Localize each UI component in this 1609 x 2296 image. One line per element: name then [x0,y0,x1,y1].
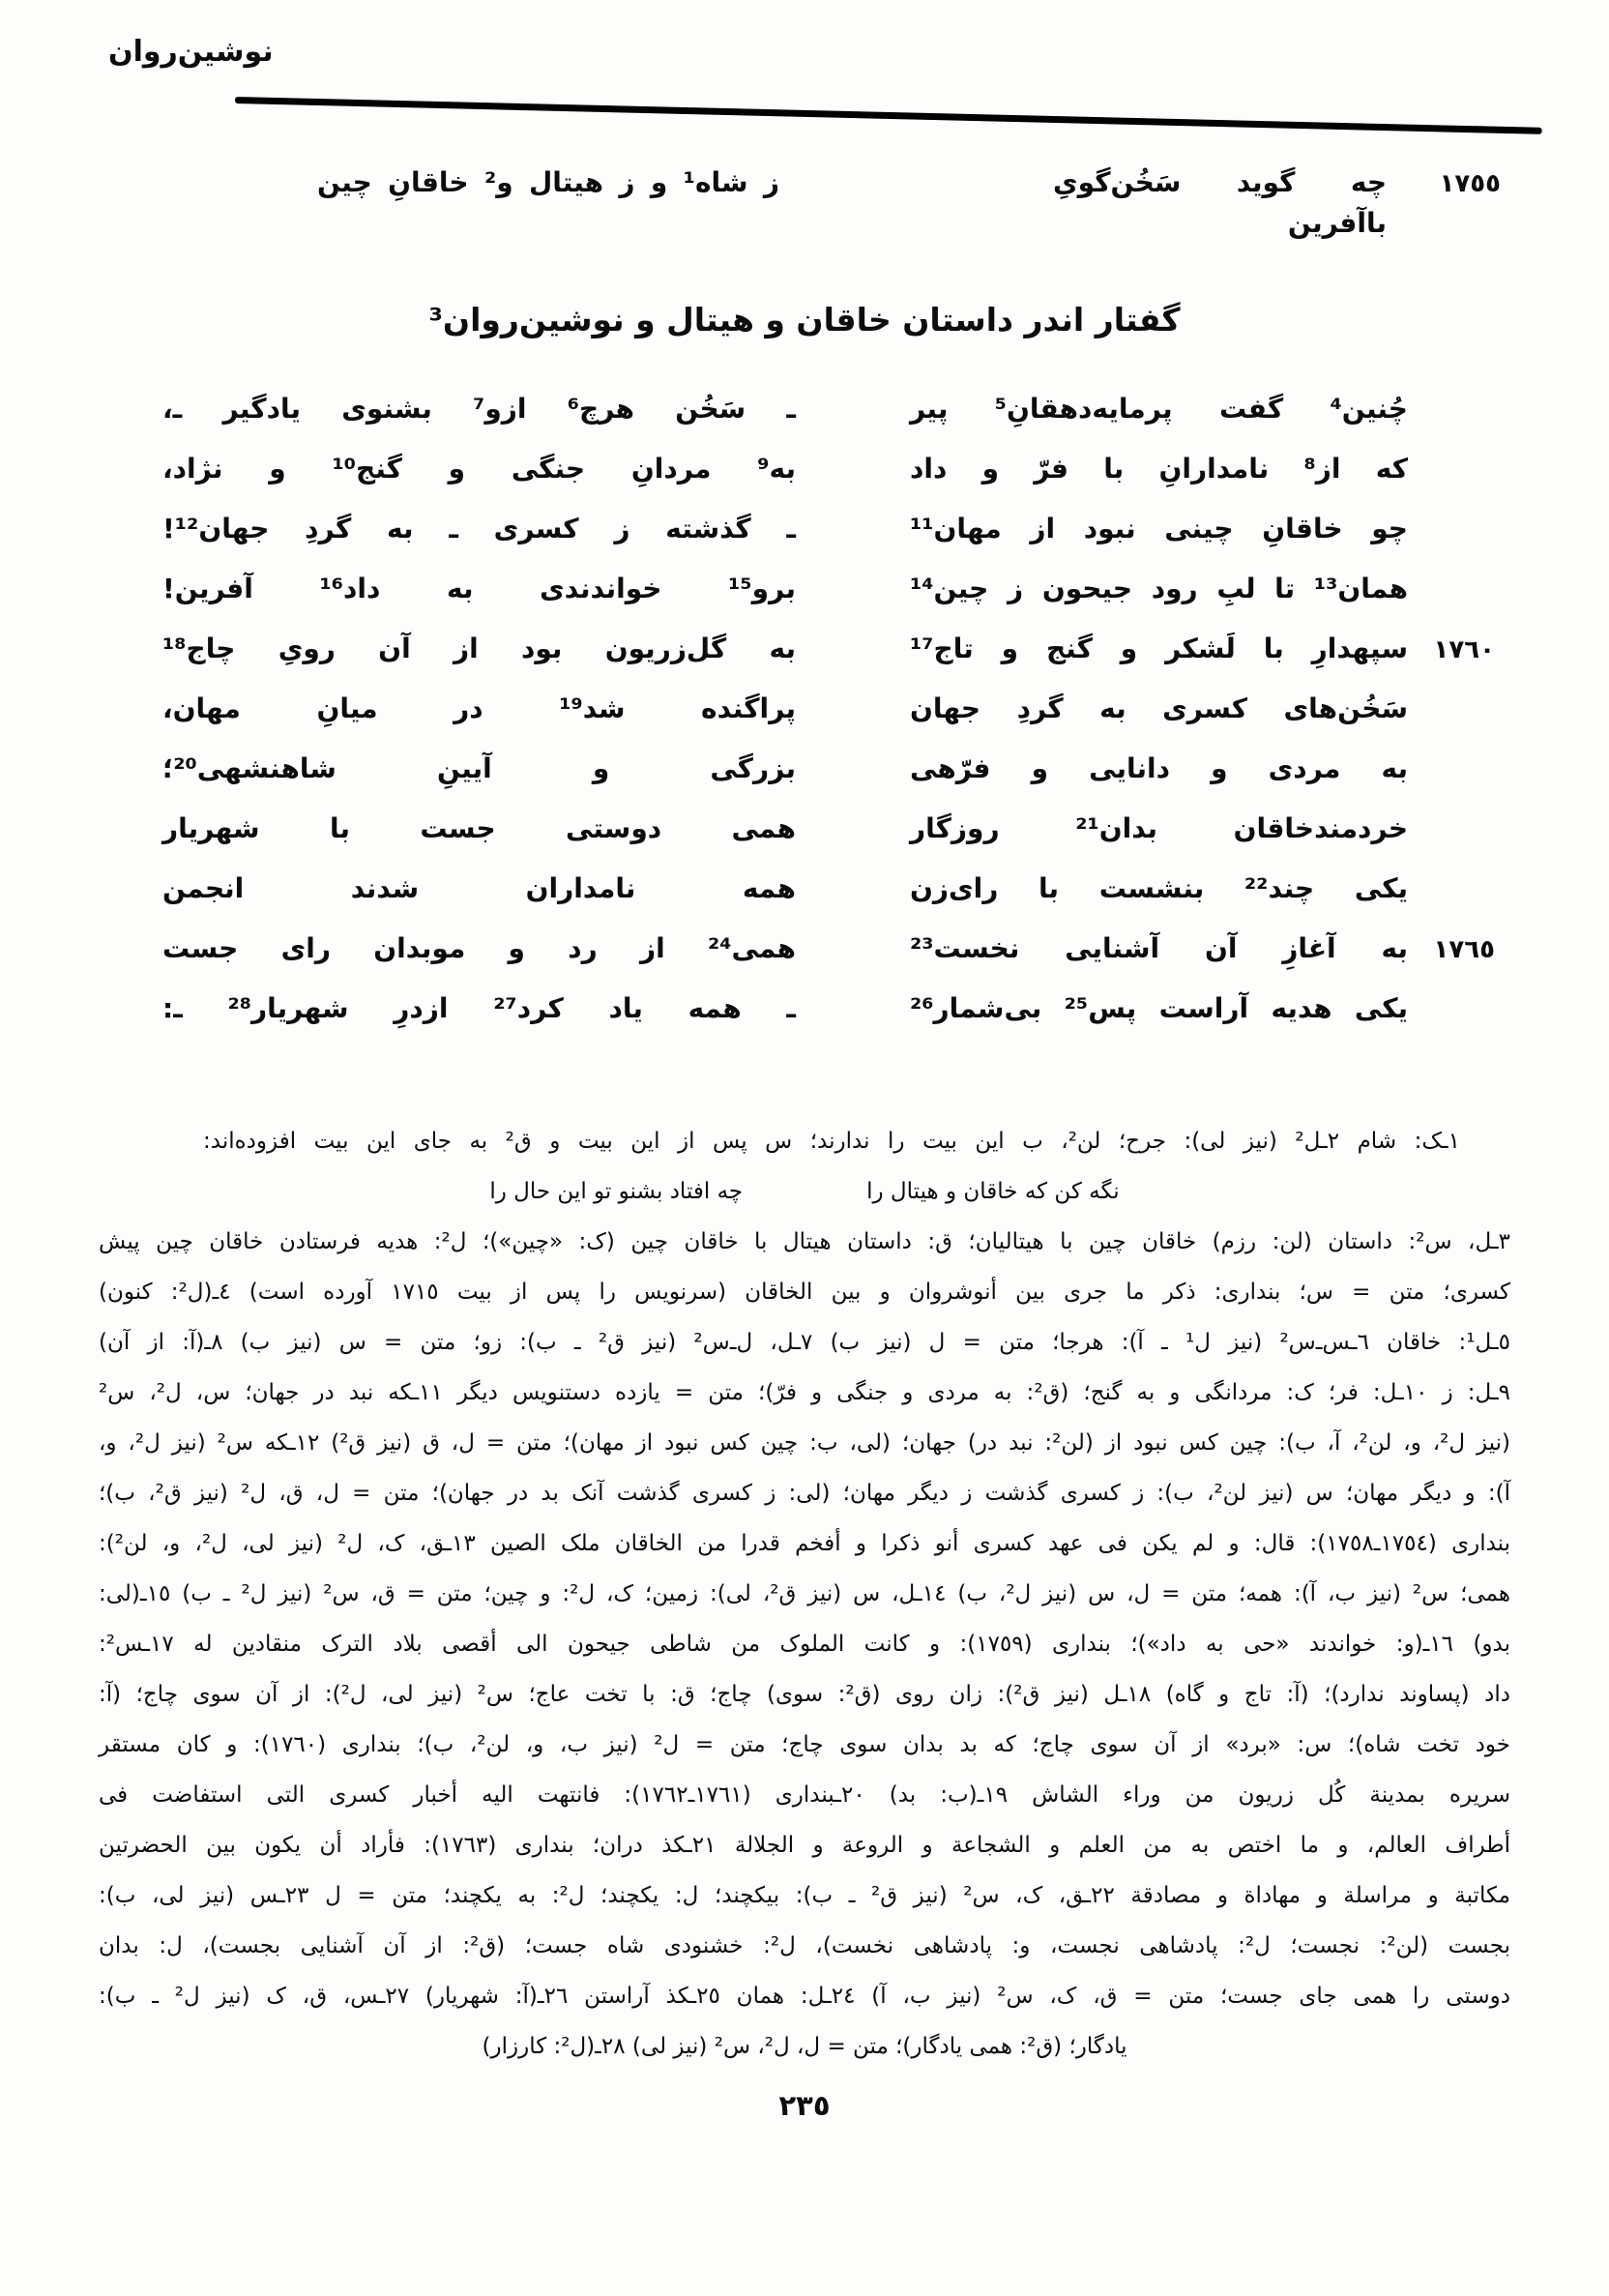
hemistich-second: ـ گذشته ز کسری ـ به گردِ جهان¹²! [162,513,796,545]
footnote-verse-first: نگه کن که خاقان و هیتال را [866,1179,1120,1204]
header-rule-divider [235,97,1542,134]
hemistich-second: ـ همه یاد کرد²⁷ ازدرِ شهریار²⁸ ـ: [162,992,797,1024]
footnote-line: یادگار؛ (ق²: همی یادگار)؛ متن = ل، ل²، س² (نیز لی) ٢٨ـ(ل²: کارزار) [482,2034,1127,2059]
hemistich-second: بزرگی و آیینِ شاهنشهی²⁰؛ [162,752,796,784]
hemistich-first: که از⁸ نامدارانِ با فرّ و داد [910,453,1408,485]
apparatus-block [0,1116,1609,2072]
verse-row [0,513,1495,573]
hemistich-first: چه گوید سَخُن‌گویِ باآفرین [1053,166,1387,239]
footnote-line: آ): و دیگر مهان؛ س (نیز لن²، ب): ز کسری گذشت ز دیگر مهان؛ (لی: ز کسری گذشت آنک بد در جهان)؛ متن = ل، ق، ل² (نیز ق²، ب)؛ [99,1481,1510,1506]
footnote-line: بجست (لن²: نجست؛ ل²: پادشاهی نجست، و: پادشاهی نخست)، ل²: خشنودی شاه جست؛ (ق²: از آن آشنایی بجست)، ل: بدان [99,1933,1511,1958]
hemistich-second: ـ سَخُن هرچ⁶ ازو⁷ بشنوی یادگیر ـ، [162,393,796,425]
hemistich-first: خردمندخاقان بدان²¹ روزگار [910,812,1408,844]
hemistich-first: چُنین⁴ گفت پرمایه‌دهقانِ⁵ پیر [910,393,1408,425]
hemistich-second: برو¹⁵ خواندندی به داد¹⁶ آفرین! [162,573,796,604]
verse-row [0,872,1495,932]
hemistich-first: به آغازِ آن آشنایی نخست²³ [910,932,1408,964]
hemistich-second: همه نامداران شدند انجمن [162,872,796,904]
footnote-line: دوستی را همی جای جست؛ متن = ق، ک، س² (نیز ب، آ) ٢٤ـل: همان ٢٥ـکذ آراستن ٢٦ـ(آ: شهریار) ٢٧ـس، ق، ک (نیز ل² ـ ب): [99,1984,1510,2009]
footnote-verse-row [99,1166,1510,1217]
section-heading: گفتار اندر داستان خاقان و هیتال و نوشین‌روان³ [428,301,1181,339]
footnote-line: (نیز ل²، و، لن²، آ، ب): چین کس نبود از (لن²: نبد در) جهان؛ (لی، ب: چین کس نبود از مهان)؛ متن = ل، ق (نیز ق²) ١٢ـکه س² (نیز ل²، و، [99,1430,1511,1456]
hemistich-second: همی دوستی جست با شهریار [162,812,796,844]
verse-row [0,812,1495,872]
footnote-line: ٩ـل: ز ١٠ـل: فر؛ ک: مردانگی و به گنج؛ (ق²: به مردی و جنگی و فرّ)؛ متن = یازده دستنویس دیگر ١١ـکه نبد در جهان؛ س، ل²، س² [99,1380,1510,1405]
hemistich-first: چو خاقانِ چینی نبود از مهان¹¹ [910,513,1408,545]
footnote-line: همی؛ س² (نیز ب، آ): همه؛ متن = ل، س (نیز ل²، ب) ١٤ـل، س (نیز ق²، لی): زمین؛ ک، ل²: و چین؛ متن = ق، س² (نیز ل² ـ ب) ١٥ـ(لی: [99,1581,1511,1606]
verse-row [0,752,1495,812]
hemistich-first: همان¹³ تا لبِ رود جیحون ز چین¹⁴ [910,573,1408,604]
verse-number: ١٧٦٠ [1433,635,1495,664]
verse-row [0,992,1495,1052]
hemistich-second: ز شاه¹ و ز هیتال و² خاقانِ چین [317,166,779,198]
footnote-line: أطراف العالم، و ما اختص به من العلم و الشجاعة و الروعة و الجلالة ٢١ـکذ دران؛ بنداری (١٧٦٣): فأراد أن یکون بین الحضرتین [99,1833,1510,1858]
hemistich-first: به مردی و دانایی و فرّهی [910,752,1408,784]
footnote-line: ٣ـل، س²: داستان (لن: رزم) خاقان چین با هیتالیان؛ ق: داستان هیتال با خاقان چین (ک: «چین»)؛ ل²: هدیه فرستادن خاقان چین پیش [99,1229,1510,1254]
hemistich-second: به⁹ مردانِ جنگی و گنج¹⁰ و نژاد، [162,453,796,485]
opening-couplet [0,162,1501,244]
footnote-line: بنداری (١٧٥٤ـ١٧٥٨): قال: و لم یکن فی عهد کسری أنو ذکرا و أفخم قدرا من الخاقان ملک الصین ١٣ـق، ک، ل² (نیز لی، ل²، و، لن²): [99,1531,1511,1556]
verse-row [0,393,1495,453]
footnote-line: مکاتبة و مراسلة و مهاداة و مصادقة ٢٢ـق، ک، س² (نیز ق² ـ ب): بیکچند؛ ل: یکچند؛ ل²: به یکچند؛ متن = ل ٢٣ـس (نیز لی، ب): [99,1883,1510,1908]
verse-row [0,932,1495,992]
hemistich-second: همی²⁴ از رد و موبدان رای جست [162,932,796,964]
hemistich-first: یکی هدیه آراست پس²⁵ بی‌شمار²⁶ [910,992,1408,1024]
verse-row [0,573,1495,633]
verse-number: ١٧٦٥ [1433,935,1495,964]
running-header: نوشین‌روان [108,35,274,69]
footnote-line: بدو) ١٦ـ(و: خواندند «حی به داد»)؛ بنداری (١٧٥٩): و کانت الملوک من شاطی جیحون الی أقصی بلاد الترک منقادین له ١٧ـس²: [99,1632,1510,1657]
hemistich-first: سپهدارِ با لَشکر و گنج و تاج¹⁷ [910,633,1408,664]
verse-row [0,692,1495,752]
footnote-line: ١ـک: شام ٢ـل² (نیز لی): جرح؛ لن²، ب این بیت را ندارند؛ س پس از این بیت و ق² به جای این بیت افزوده‌اند: [203,1129,1461,1154]
verse-number: ١٧٥٥ [1439,169,1501,198]
footnote-line: ٥ـل¹: خاقان ٦ـس‌ـ‌س² (نیز ل¹ ـ آ): هرجا؛ متن = ل (نیز ب) ٧ـل، ل‌ـ‌س² (نیز ق² ـ ب): زو؛ متن = س (نیز ب) ٨ـ(آ: از آن) [99,1330,1511,1355]
footnote-line: خود تخت شاه)؛ س: «برد» از آن سوی چاج؛ که بد بدان سوی چاج؛ متن = ل² (نیز ب، و، لن²، ب)؛ بنداری (١٧٦٠): و کان مستقر [99,1732,1511,1757]
footnote-line: کسری؛ متن = س؛ بنداری: ذکر ما جری بین أنوشروان و بین الخاقان (سرنویس را پس از بیت ١٧١٥ آورده است) ٤ـ(ل²: کنون) [99,1280,1510,1305]
verse-block [0,393,1609,1052]
hemistich-first: سَخُن‌های کسری به گردِ جهان [910,692,1408,724]
hemistich-second: به گل‌زریون بود از آن رویِ چاج¹⁸ [162,633,796,664]
page-number: ٢٣٥ [778,2089,831,2122]
hemistich-second: پراگنده شد¹⁹ در میانِ مهان، [162,692,797,724]
footnote-line: سریره بمدینة کُل زریون من وراء الشاش ١٩ـ(ب: بد) ٢٠ـبنداری (١٧٦١ـ١٧٦٢): فانتهت الیه أخبار کسری التی استفاضت فی [99,1782,1510,1808]
footnote-verse-second: چه افتاد بشنو تو این حال را [489,1179,744,1204]
footnote-line: داد (پساوند ندارد)؛ (آ: تاج و گاه) ١٨ـل (نیز ق²): زان روی (ق²: سوی) چاج؛ ق: با تخت عاج؛ س² (نیز لی، ل²): از آن سوی چاج؛ (آ: [99,1682,1510,1707]
verse-row [0,453,1495,513]
hemistich-first: یکی چند²² بنشست با رای‌زن [910,872,1408,904]
verse-row [0,633,1495,692]
